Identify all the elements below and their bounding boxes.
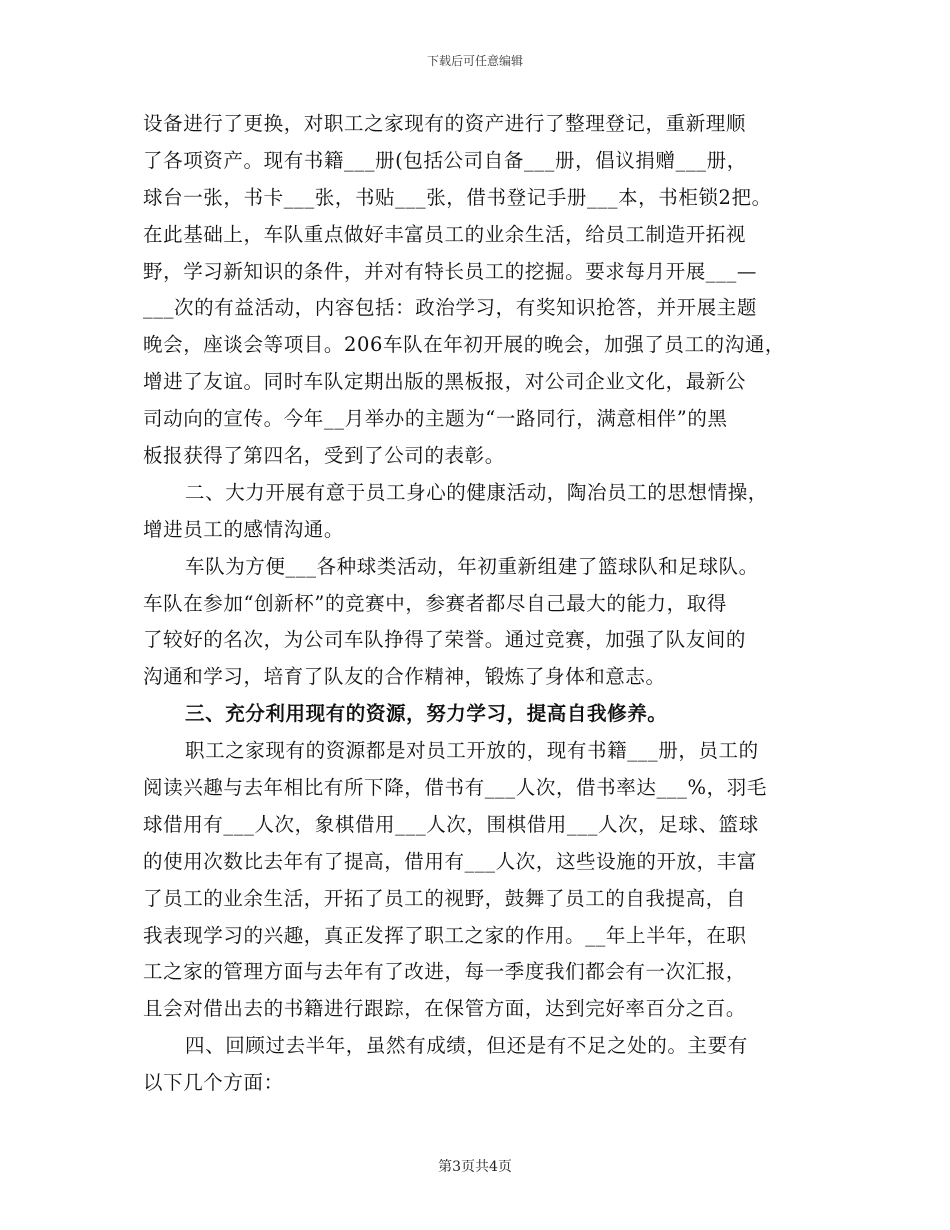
text-line: 了各项资产。现有书籍___册(包括公司自备___册，倡议捐赠___册， bbox=[143, 148, 747, 172]
page-header: 下载后可任意编辑 bbox=[426, 54, 523, 68]
text-line: 以下几个方面： bbox=[143, 1071, 284, 1095]
text-line: 在此基础上，车队重点做好丰富员工的业余生活，给员工制造开拓视 bbox=[143, 222, 747, 246]
text-line: 沟通和学习，培育了队友的合作精神，锻炼了身体和意志。 bbox=[143, 665, 666, 689]
paragraph-start: 车队为方便___各种球类活动，年初重新组建了篮球队和足球队。 bbox=[185, 554, 759, 578]
paragraph-start: 职工之家现有的资源都是对员工开放的，现有书籍___册，员工的 bbox=[185, 739, 759, 763]
text-line: ___次的有益活动，内容包括：政治学习，有奖知识抢答，并开展主题 bbox=[143, 296, 757, 320]
text-line: 设备进行了更换，对职工之家现有的资产进行了整理登记，重新理顺 bbox=[143, 112, 747, 135]
text-line: 司动向的宣传。今年__月举办的主题为“一路同行，满意相伴”的黑 bbox=[143, 407, 728, 431]
text-line: 的使用次数比去年有了提高，借用有___人次，这些设施的开放，丰富 bbox=[143, 849, 757, 873]
text-line: 增进了友谊。同时车队定期出版的黑板报，对公司企业文化，最新公 bbox=[143, 370, 747, 394]
section-heading-2: 二、大力开展有意于员工身心的健康活动，陶冶员工的思想情操， bbox=[185, 480, 768, 504]
text-line: 晚会，座谈会等项目。206车队在年初开展的晚会，加强了员工的沟通， bbox=[143, 333, 786, 357]
text-line: 了较好的名次，为公司车队挣得了荣誉。通过竞赛，加强了队友间的 bbox=[143, 628, 747, 652]
page-number: 第3页共4页 bbox=[438, 1159, 512, 1175]
text-line: 球台一张，书卡___张，书贴___张，借书登记手册___本，书柜锁2把。 bbox=[143, 185, 772, 209]
section-heading-4: 四、回顾过去半年，虽然有成绩，但还是有不足之处的。主要有 bbox=[185, 1034, 748, 1058]
text-line: 车队在参加“创新杯”的竞赛中，参赛者都尽自己最大的能力，取得 bbox=[143, 591, 727, 615]
document-body bbox=[143, 106, 823, 1102]
section-heading-3: 三、充分利用现有的资源，努力学习，提高自我修养。 bbox=[185, 702, 668, 726]
text-line: 增进员工的感情沟通。 bbox=[143, 517, 345, 541]
text-line: 阅读兴趣与去年相比有所下降，借书有___人次，借书率达___%，羽毛 bbox=[143, 776, 767, 800]
text-line: 我表现学习的兴趣，真正发挥了职工之家的作用。__年上半年，在职 bbox=[143, 923, 747, 947]
text-line: 了员工的业余生活，开拓了员工的视野，鼓舞了员工的自我提高，自 bbox=[143, 886, 747, 910]
text-line: 工之家的管理方面与去年有了改进，每一季度我们都会有一次汇报， bbox=[143, 960, 747, 984]
text-line: 且会对借出去的书籍进行跟踪，在保管方面，达到完好率百分之百。 bbox=[143, 997, 747, 1021]
text-line: 球借用有___人次，象棋借用___人次，围棋借用___人次，足球、篮球 bbox=[143, 812, 759, 836]
text-line: 野，学习新知识的条件，并对有特长员工的挖掘。要求每月开展___— bbox=[143, 259, 757, 283]
text-line: 板报获得了第四名，受到了公司的表彰。 bbox=[143, 444, 505, 468]
